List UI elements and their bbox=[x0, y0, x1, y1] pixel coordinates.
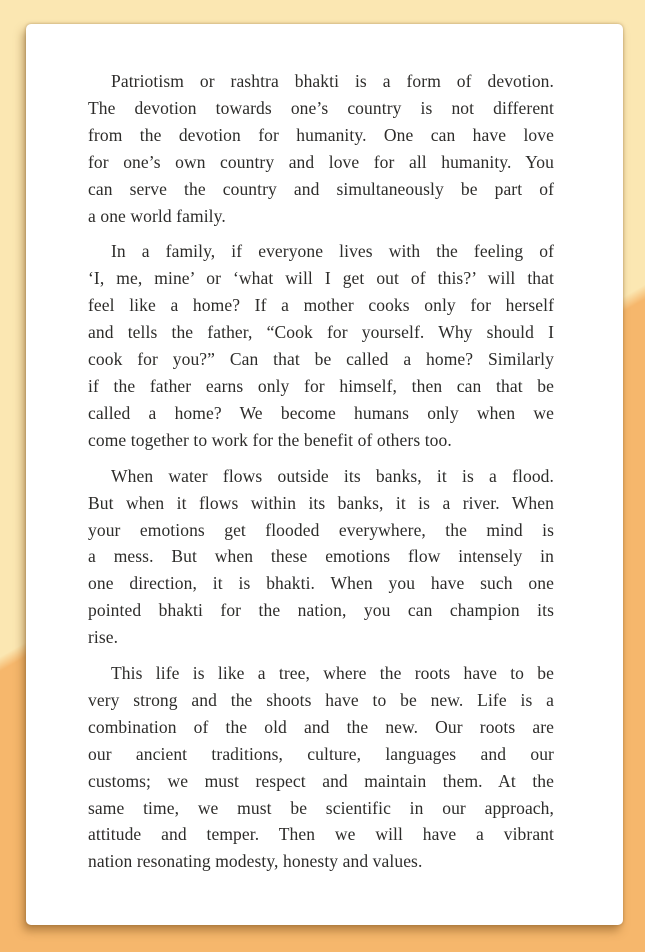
text-line: one direction, it is bhakti. When you have such one bbox=[88, 573, 554, 594]
text-line: customs; we must respect and maintain them. At the bbox=[88, 770, 554, 791]
text-line: ‘I, me, mine’ or ‘what will I get out of this?’ will that bbox=[88, 268, 554, 289]
text-line: from the devotion for humanity. One can have love bbox=[88, 124, 554, 145]
paragraph bbox=[88, 463, 554, 651]
text-line: In a family, if everyone lives with the feeling of bbox=[111, 241, 554, 262]
text-line: if the father earns only for himself, then can that be bbox=[88, 375, 554, 396]
paragraph bbox=[88, 660, 554, 875]
text-line: very strong and the shoots have to be new. Life is a bbox=[88, 689, 554, 710]
book-page bbox=[26, 24, 623, 925]
text-line: nation resonating modesty, honesty and values. bbox=[88, 851, 423, 872]
text-line: called a home? We become humans only when we bbox=[88, 402, 554, 423]
text-line: This life is like a tree, where the roots have to be bbox=[111, 663, 554, 684]
text-line: a mess. But when these emotions flow intensely in bbox=[88, 546, 554, 567]
text-line: feel like a home? If a mother cooks only for herself bbox=[88, 295, 554, 316]
text-line: attitude and temper. Then we will have a vibrant bbox=[88, 824, 554, 845]
text-line: combination of the old and the new. Our roots are bbox=[88, 716, 554, 737]
paragraph bbox=[88, 68, 554, 229]
text-line: Patriotism or rashtra bhakti is a form of devotion. bbox=[111, 71, 554, 91]
text-line: can serve the country and simultaneously be part of bbox=[88, 178, 554, 199]
text-line: When water flows outside its banks, it is a flood. bbox=[111, 465, 554, 486]
text-line: come together to work for the benefit of others too. bbox=[88, 429, 452, 450]
text-line: The devotion towards one’s country is not different bbox=[88, 97, 554, 118]
text-line: rise. bbox=[88, 627, 119, 648]
text-line: pointed bhakti for the nation, you can champion its bbox=[88, 600, 554, 621]
text-line: a one world family. bbox=[88, 205, 226, 226]
text-line: for one’s own country and love for all humanity. You bbox=[88, 151, 554, 172]
text-line: But when it flows within its banks, it is a river. When bbox=[88, 492, 554, 513]
page-text bbox=[88, 68, 554, 875]
text-line: your emotions get flooded everywhere, the mind is bbox=[88, 519, 554, 540]
text-line: our ancient traditions, culture, languages and our bbox=[88, 743, 554, 764]
text-line: same time, we must be scientific in our approach, bbox=[88, 797, 554, 818]
text-line: cook for you?” Can that be called a home? Similarly bbox=[88, 349, 554, 370]
paragraph bbox=[88, 238, 554, 453]
text-line: and tells the father, “Cook for yourself. Why should I bbox=[88, 322, 554, 343]
